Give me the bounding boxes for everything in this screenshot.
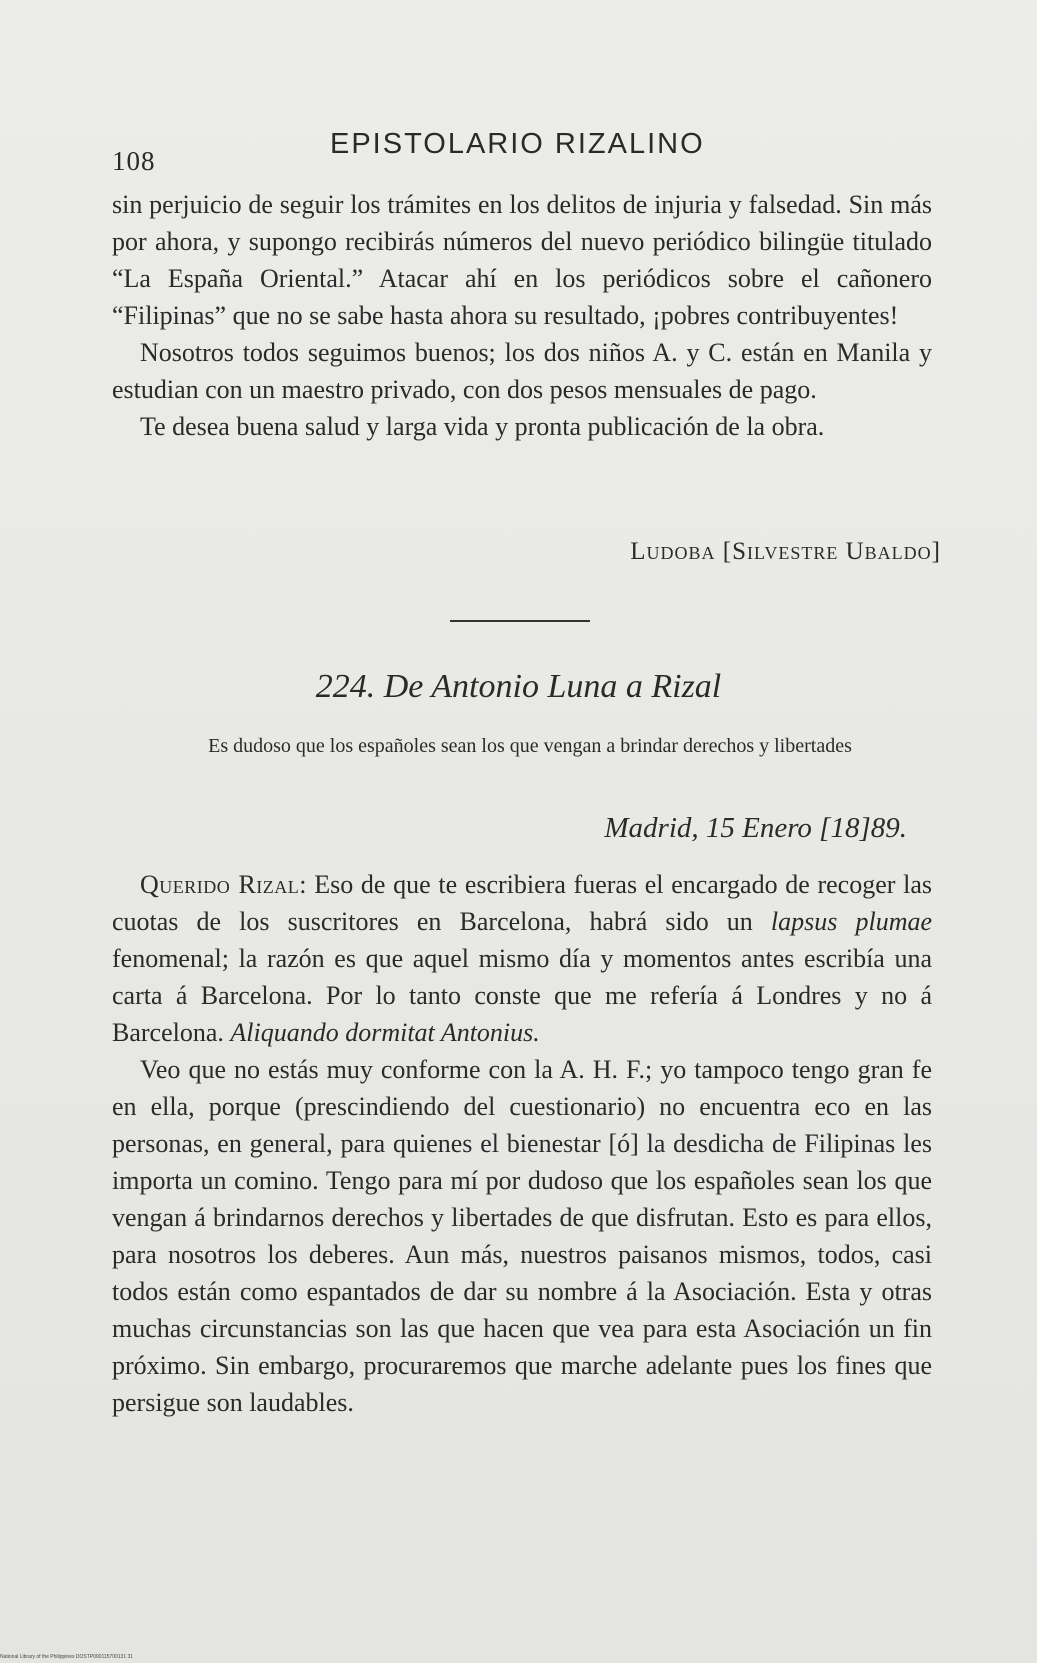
salutation: Querido Rizal <box>140 870 300 899</box>
body-paragraph: sin perjuicio de seguir los trámites en los delitos de injuria y falsedad. Sin más por ahora, y supongo recibirás números del nuevo periódico bilingüe titulado “La España Oriental.” Atacar ahí en los periódicos sobre el cañonero “Filipinas” que no se sabe hasta ahora su resultado, ¡pobres contribuyentes! <box>112 190 932 330</box>
body-paragraph: Nosotros todos seguimos buenos; los dos niños A. y C. están en Manila y estudian con un maestro privado, con dos pesos mensuales de pago. <box>112 338 932 404</box>
paragraph-text: : Eso de que te escribiera fueras el encargado de recoger las cuotas de los suscritores en Barcelona, habrá sido un <box>112 870 932 936</box>
latin-phrase: Aliquando dormitat Antonius. <box>230 1018 540 1047</box>
paragraph-text: fenomenal; la razón es que aquel mismo día y momentos antes escribía una carta á Barcelona. Por lo tanto conste que me refería á Londres y no á Barcelona. <box>112 944 932 1047</box>
body-paragraph <box>112 866 932 1051</box>
page-header <box>112 128 912 176</box>
signature: Ludoba [Silvestre Ubaldo] <box>630 538 941 565</box>
section-divider <box>450 620 590 622</box>
running-title: EPISTOLARIO RIZALINO <box>330 128 705 160</box>
scan-footer: National Library of the Philippines DOSTP000115700131 31 <box>0 1654 134 1660</box>
previous-letter-body <box>112 186 932 445</box>
letter-dateline: Madrid, 15 Enero [18]89. <box>604 812 907 844</box>
body-paragraph: Te desea buena salud y larga vida y pronta publicación de la obra. <box>140 412 825 441</box>
letter-summary: Es dudoso que los españoles sean los que vengan a brindar derechos y libertades <box>208 735 852 757</box>
page-number: 108 <box>112 146 156 176</box>
latin-phrase: lapsus plumae <box>770 907 933 936</box>
letter-body <box>112 866 932 1421</box>
body-paragraph: Veo que no estás muy conforme con la A. H. F.; yo tampoco tengo gran fe en ella, porque (prescindiendo del cuestionario) no encuentra eco en las personas, en general, para quienes el bienestar [ó] la desdicha de Filipinas les importa un comino. Tengo para mí por dudoso que los españoles sean los que vengan á brindarnos derechos y libertades de que disfrutan. Esto es para ellos, para nosotros los deberes. Aun más, nuestros paisanos mismos, todos, casi todos están como espantados de dar su nombre á la Asociación. Esta y otras muchas circunstancias son las que hacen que vea para esta Asociación un fin próximo. Sin embargo, procuraremos que marche adelante pues los fines que persigue son laudables. <box>112 1055 932 1417</box>
letter-heading: 224. De Antonio Luna a Rizal <box>315 668 722 705</box>
